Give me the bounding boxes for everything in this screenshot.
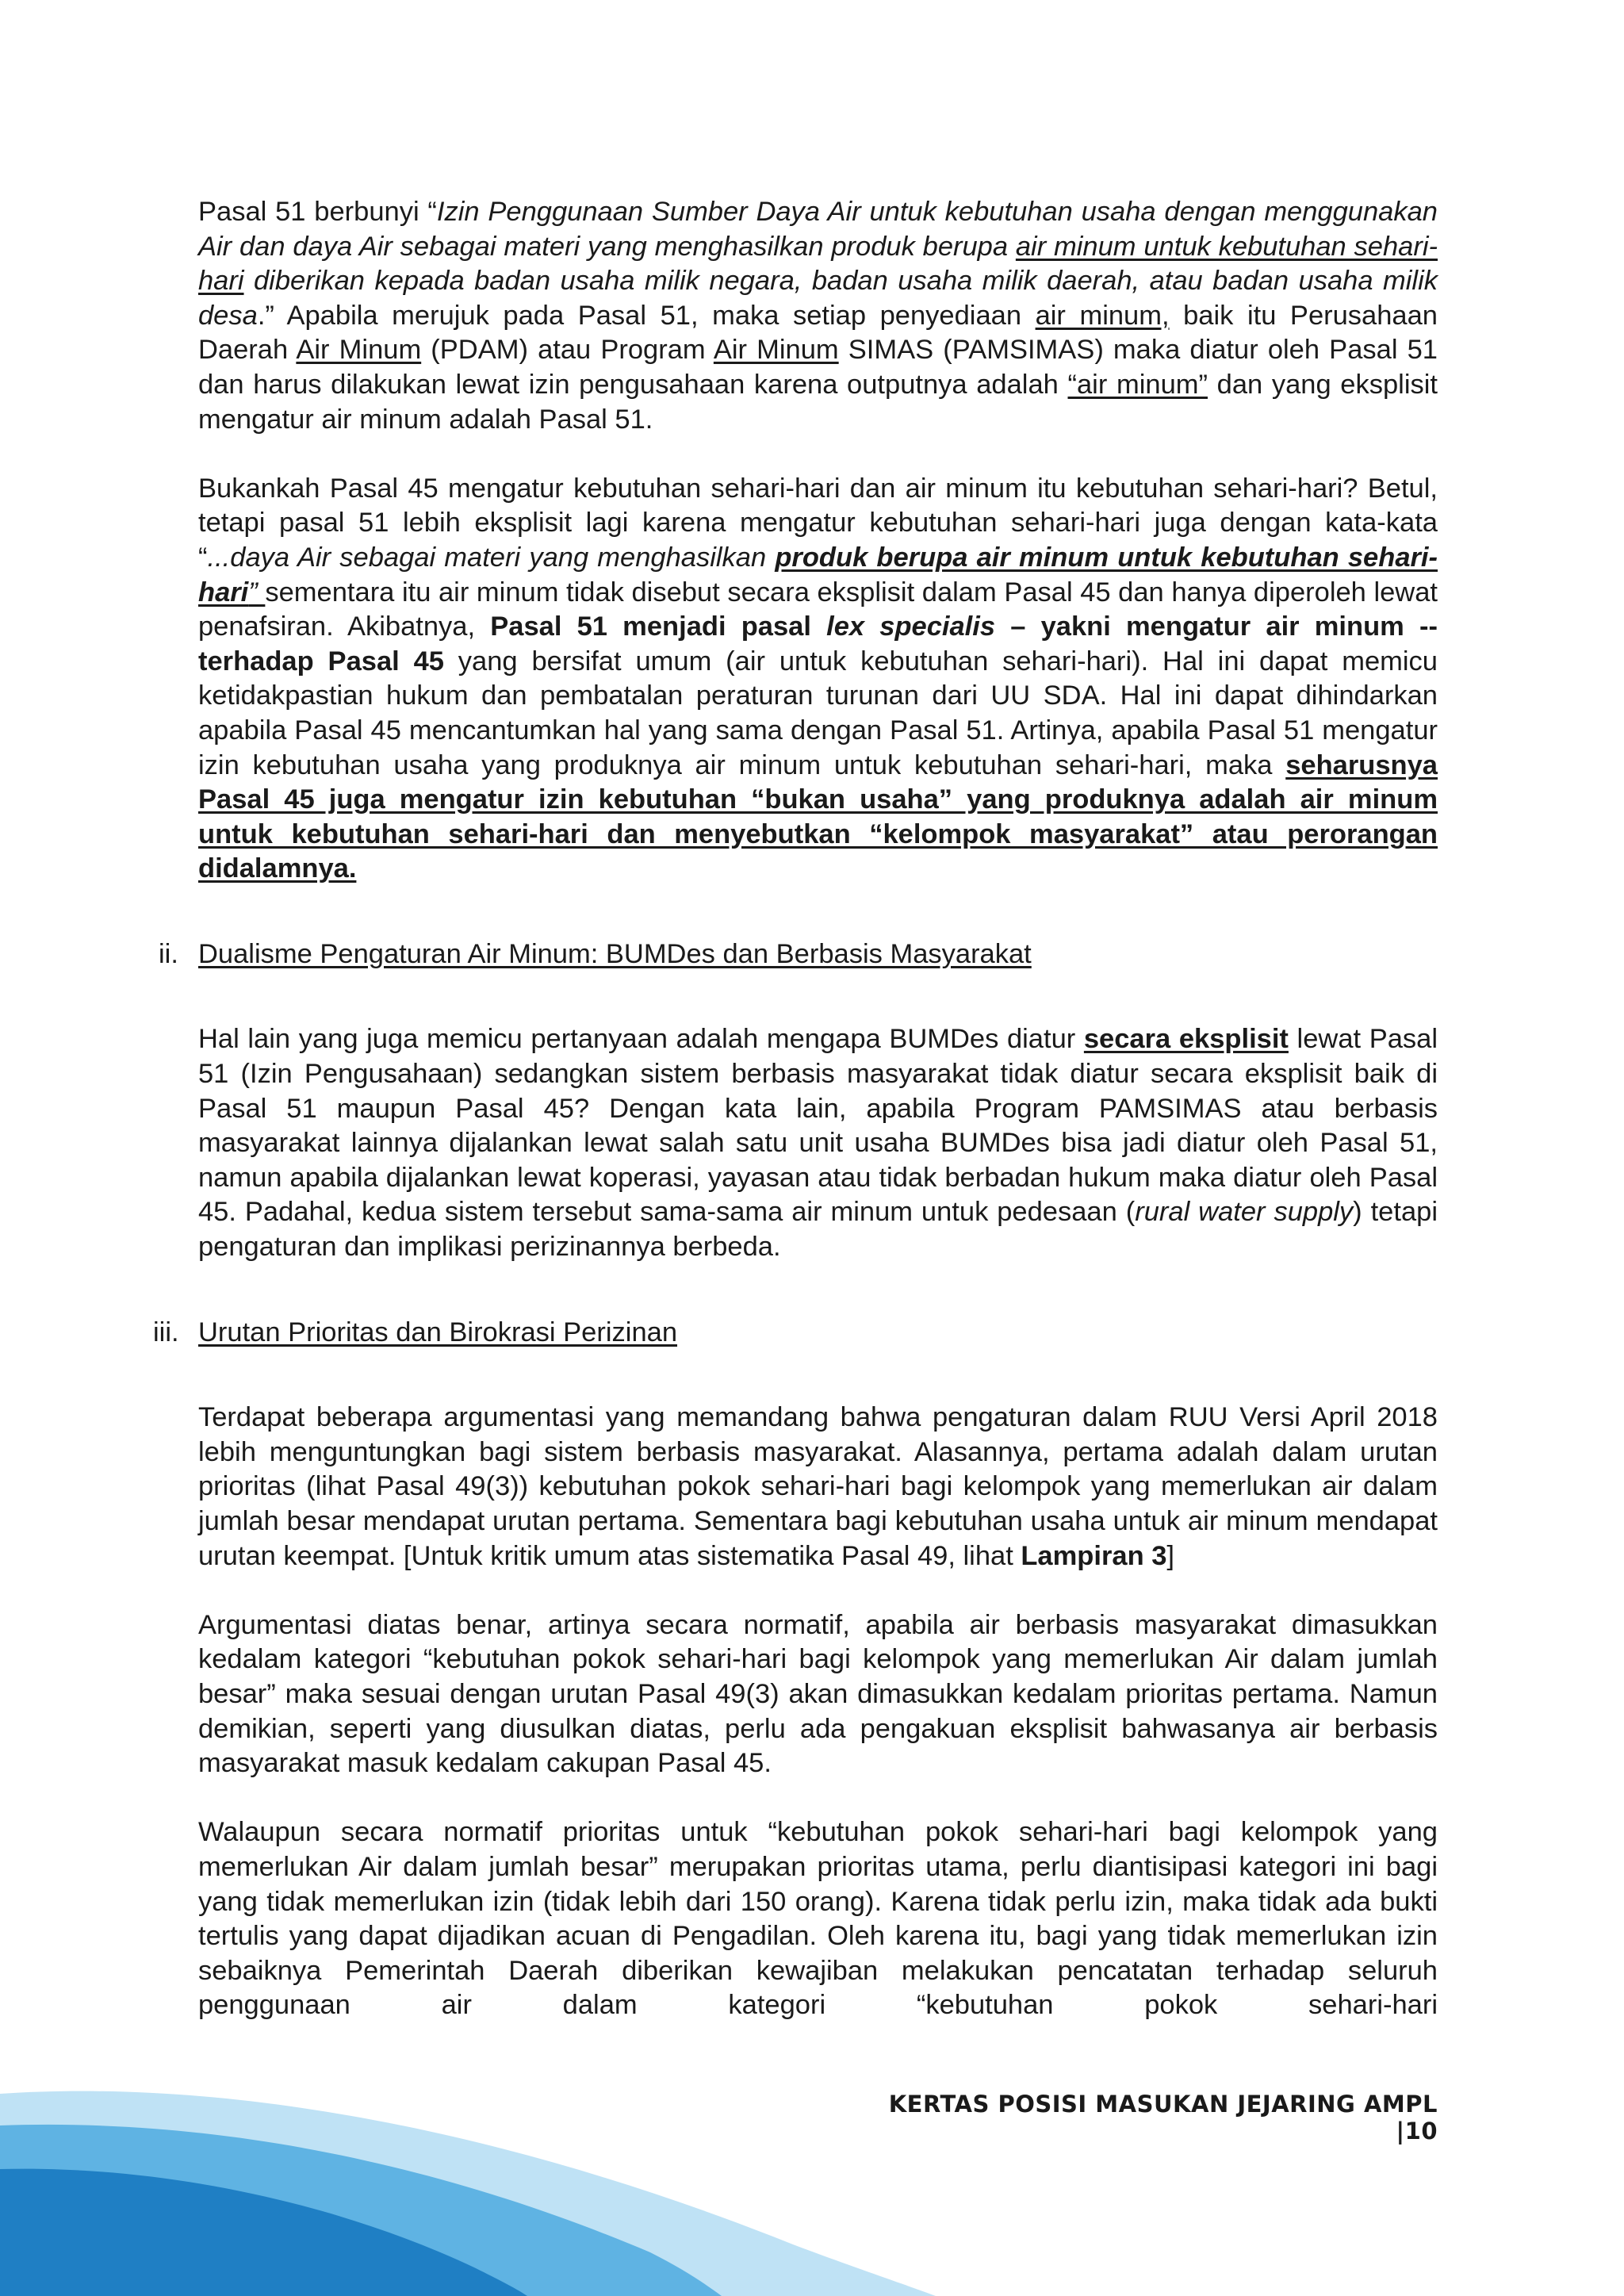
text-run: Bukankah Pasal 45 mengatur kebutuhan sehari-hari dan air minum itu kebutuhan sehari-hari? Betul, tetapi pasal 51 lebih eksplisit lagi karena mengatur kebutuhan sehari-hari juga dengan kata-kata “: [198, 473, 1438, 573]
section-number: iii.: [153, 1317, 179, 1347]
paragraph-spacer: [198, 1573, 1438, 1608]
text-run: Hal lain yang juga memicu pertanyaan adalah mengapa BUMDes diatur: [198, 1024, 1084, 1055]
text-run-bold-italic: lex specialis: [826, 611, 996, 642]
text-run: Argumentasi diatas benar, artinya secara normatif, apabila air berbasis masyarakat dimasukkan kedalam kategori “kebutuhan pokok sehari-hari bagi kelompok yang memerlukan Air dalam jumlah besar” maka sesuai dengan urutan Pasal 49(3) akan dimasukkan kedalam prioritas pertama. Namun demikian, seperti yang diusulkan diatas, perlu ada pengakuan eksplisit bahwasanya air berbasis masyarakat masuk kedalam cakupan Pasal 45.: [198, 1609, 1438, 1779]
text-run-bold-underlined: secara eksplisit: [1083, 1024, 1289, 1055]
text-run: lewat Pasal 51 (Izin Pengusahaan) sedangkan sistem berbasis masyarakat tidak diatur secara eksplisit baik di Pasal 51 maupun Pasal 45? Dengan kata lain, apabila Program PAMSIMAS atau berbasis masyarakat lainnya dijalankan lewat salah satu unit usaha BUMDes bisa jadi diatur oleh Pasal 51, namun apabila dijalankan lewat koperasi, yayasan atau tidak berbadan hukum maka diatur oleh Pasal 45. Padahal, kedua sistem tersebut sama-sama air minum untuk pedesaan (: [198, 1024, 1438, 1228]
section-spacer: [198, 1350, 1438, 1401]
text-run: dan yang eksplisit mengatur air minum adalah Pasal 51.: [198, 369, 1438, 435]
paragraph-prioritas: [198, 1815, 1438, 2023]
text-run-italic: Izin Penggunaan Sumber Daya Air untuk kebutuhan usaha dengan menggunakan Air dan daya Air sebagai materi yang menghasilkan produk berupa: [198, 197, 1438, 262]
text-run: .” Apabila merujuk pada Pasal 51, maka setiap penyediaan: [257, 300, 1036, 331]
text-run-underlined: Air Minum: [296, 335, 422, 366]
section-heading-iii: [153, 1316, 1438, 1351]
paragraph-argumentasi: [198, 1401, 1438, 1573]
text-run: Walaupun secara normatif prioritas untuk “kebutuhan pokok sehari-hari bagi kelompok yang memerlukan Air dalam jumlah besar” merupakan prioritas utama, perlu diantisipasi kategori ini bagi yang tidak memerlukan izin (tidak lebih dari 150 orang). Karena tidak perlu izin, maka tidak ada bukti tertulis yang dapat dijadikan acuan di Pengadilan. Oleh karena itu, bagi yang tidak memerlukan izin sebaiknya Pemerintah Daerah diberikan kewajiban melakukan pencatatan terhadap seluruh penggunaan air dalam kategori “kebutuhan pokok sehari-hari: [198, 1817, 1438, 2021]
text-run: SIMAS (PAMSIMAS) maka diatur oleh Pasal 51 dan harus dilakukan lewat izin pengusahaan karena outputnya adalah: [198, 335, 1438, 400]
text-run-underlined: air minum,: [1035, 300, 1170, 331]
page-body: [153, 195, 1438, 2023]
footer-wave-decoration: [0, 2030, 1624, 2296]
paragraph-spacer: [198, 437, 1438, 472]
text-run: sementara itu air minum tidak disebut secara eksplisit dalam Pasal 45 dan hanya diperoleh lewat penafsiran. Akibatnya,: [198, 577, 1438, 642]
section-title: Urutan Prioritas dan Birokrasi Perizinan: [198, 1317, 678, 1347]
section-spacer: [198, 1265, 1438, 1316]
text-run-italic-underlined: ”: [248, 577, 266, 608]
paragraph-pasal-51: [198, 195, 1438, 437]
text-run-underlined: Air Minum: [713, 335, 839, 366]
text-run: baik itu Perusahaan Daerah: [198, 300, 1438, 366]
section-heading-ii: [159, 937, 1438, 972]
section-spacer: [198, 972, 1438, 1022]
paragraph-pasal-45: [198, 472, 1438, 887]
text-run: Pasal 51 berbunyi “: [198, 197, 437, 227]
text-run-italic-underlined: air minum untuk kebutuhan sehari-hari: [198, 231, 1438, 297]
text-run: (PDAM) atau Program: [421, 335, 714, 366]
paragraph-normatif: [198, 1608, 1438, 1781]
text-run-italic: diberikan kepada badan usaha milik negara, badan usaha milik daerah, atau badan usaha milik desa: [198, 266, 1438, 331]
text-run-underlined: “air minum”: [1067, 369, 1208, 400]
page-footer: KERTAS POSISI MASUKAN JEJARING AMPL |10: [888, 2091, 1438, 2145]
text-run: ]: [1166, 1540, 1175, 1571]
section-title: Dualisme Pengaturan Air Minum: BUMDes dan Berbasis Masyarakat: [198, 938, 1032, 969]
text-run-bold-underlined: seharusnya Pasal 45 juga mengatur izin kebutuhan “bukan usaha” yang produknya adalah air minum untuk kebutuhan sehari-hari dan menyebutkan “kelompok masyarakat” atau perorangan didalamnya.: [198, 749, 1438, 884]
paragraph-spacer: [198, 1781, 1438, 1816]
text-run: yang bersifat umum (air untuk kebutuhan sehari-hari). Hal ini dapat memicu ketidakpastian hukum dan pembatalan peraturan turunan dari UU SDA. Hal ini dapat dihindarkan apabila Pasal 45 mencantumkan hal yang sama dengan Pasal 51. Artinya, apabila Pasal 51 mengatur izin kebutuhan usaha yang produknya air minum untuk kebutuhan sehari-hari, maka: [198, 646, 1438, 780]
text-run: Terdapat beberapa argumentasi yang memandang bahwa pengaturan dalam RUU Versi April 2018 lebih menguntungkan bagi sistem berbasis masyarakat. Alasannya, pertama adalah dalam urutan prioritas (lihat Pasal 49(3)) kebutuhan pokok sehari-hari bagi kelompok yang memerlukan air dalam jumlah besar mendapat urutan pertama. Sementara bagi kebutuhan usaha untuk air minum mendapat urutan keempat. [Untuk kritik umum atas sistematika Pasal 49, lihat: [198, 1402, 1438, 1571]
section-spacer: [198, 887, 1438, 937]
paragraph-bumdes: [198, 1022, 1438, 1264]
text-run-bold: Lampiran 3: [1021, 1540, 1167, 1571]
text-run: ) tetapi pengaturan dan implikasi perizinannya berbeda.: [198, 1197, 1438, 1263]
text-run-bold: Pasal 51 menjadi pasal: [490, 611, 827, 642]
text-run-bold-italic-underlined: produk berupa air minum untuk kebutuhan sehari-hari: [198, 542, 1438, 608]
section-number: ii.: [159, 938, 178, 969]
text-run-italic: ...daya Air sebagai materi yang menghasilkan: [207, 542, 776, 573]
text-run-italic: rural water supply: [1135, 1197, 1354, 1228]
text-run-bold: – yakni mengatur air minum -- terhadap Pasal 45: [198, 611, 1438, 677]
